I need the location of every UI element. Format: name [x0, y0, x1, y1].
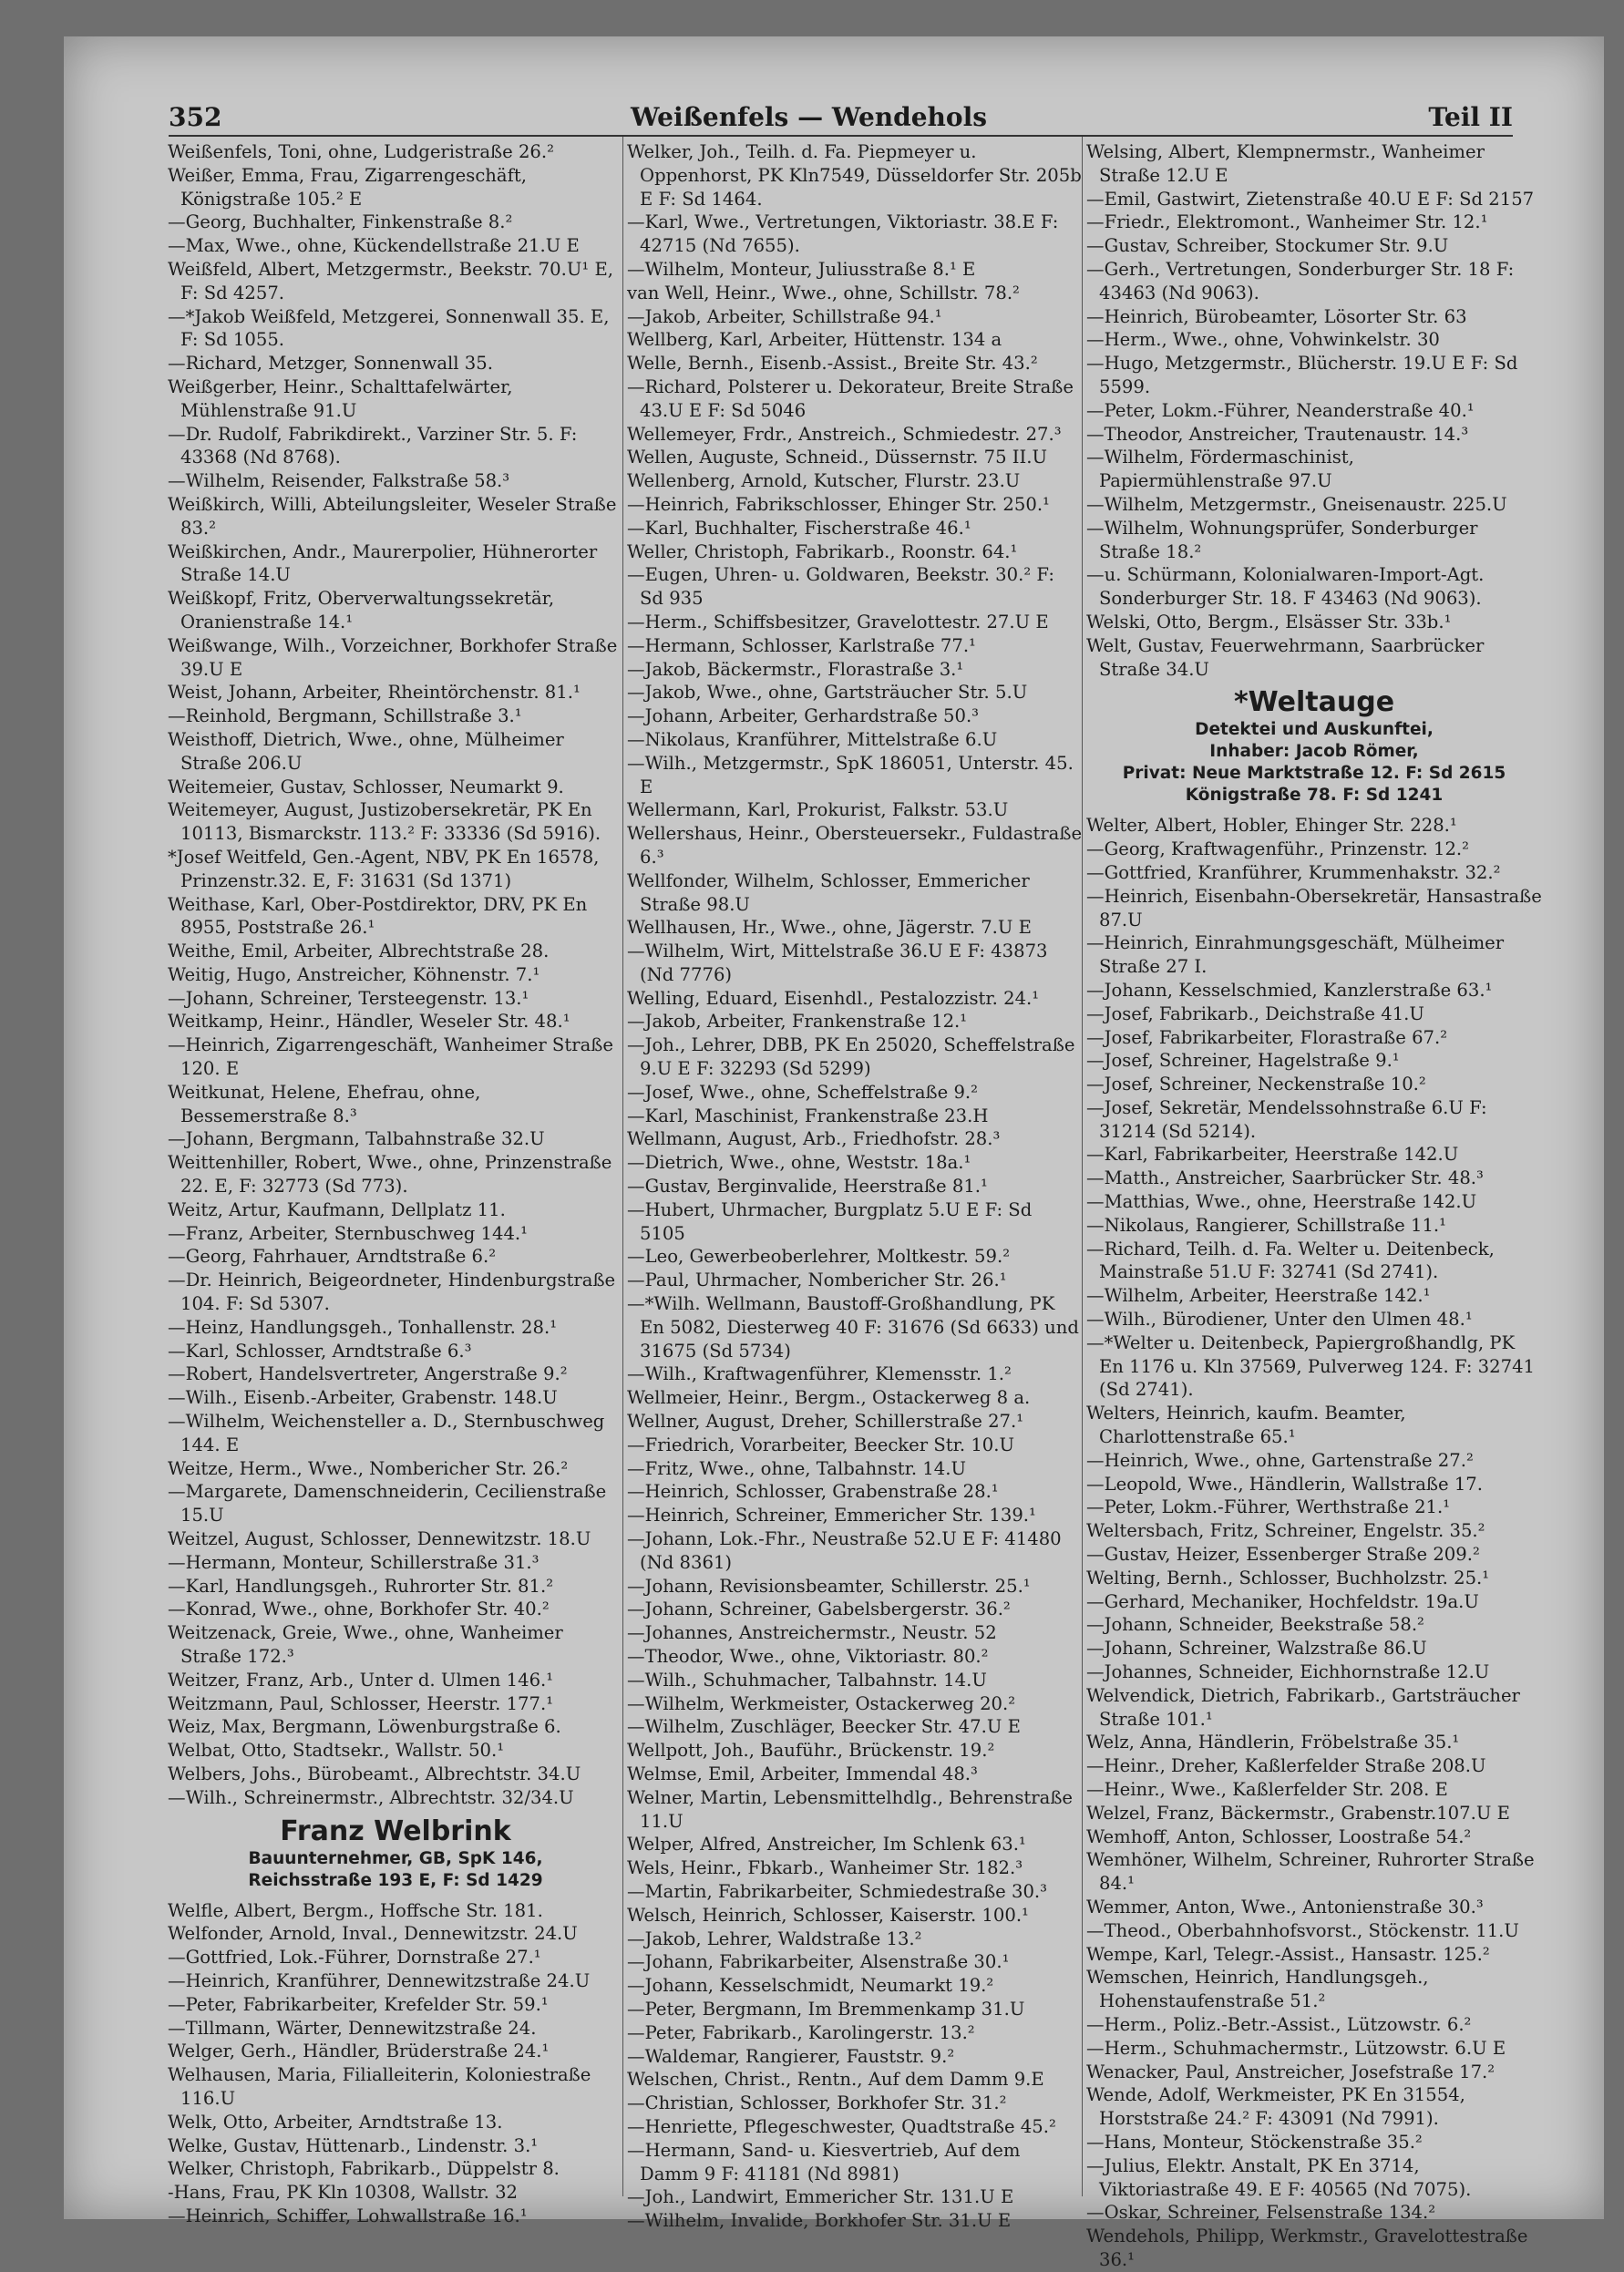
directory-entry: Welschen, Christ., Rentn., Auf dem Damm 9.E — [627, 2069, 1044, 2091]
directory-entry: Welker, Joh., Teilh. d. Fa. Piepmeyer u. Oppenhorst, PK Kln7549, Düsseldorfer Str. 205b E F: Sd 1464. — [627, 141, 1082, 210]
directory-entry: —Peter, Lokm.-Führer, Werthstraße 21.¹ — [1086, 1496, 1451, 1518]
advertisement-line: Inhaber: Jacob Römer, — [1209, 742, 1419, 762]
directory-entry: —Heinr., Dreher, Kaßlerfelder Straße 208.U — [1086, 1755, 1486, 1777]
directory-entry: Welke, Gustav, Hüttenarb., Lindenstr. 3.¹ — [168, 2134, 539, 2156]
directory-entry: Weiz, Max, Bergmann, Löwenburgstraße 6. — [168, 1716, 561, 1738]
directory-entry: —Johann, Schneider, Beekstraße 58.² — [1086, 1614, 1424, 1636]
directory-entry: —Gottfried, Kranführer, Krummenhakstr. 32.² — [1086, 861, 1501, 883]
directory-column-2 — [627, 140, 1083, 2233]
directory-entry: Weißkirch, Willi, Abteilungsleiter, Weseler Straße 83.² — [168, 493, 617, 539]
directory-entry: —Wilhelm, Metzgermstr., Gneisenaustr. 225.U — [1086, 493, 1507, 515]
directory-entry: —Gerh., Vertretungen, Sonderburger Str. 18 F: 43463 (Nd 9063). — [1086, 258, 1515, 303]
directory-entry: Welsing, Albert, Klempnermstr., Wanheimer Straße 12.U E — [1086, 141, 1485, 186]
directory-entry: Welfonder, Arnold, Inval., Dennewitzstr. 24.U — [168, 1923, 578, 1945]
directory-entry: —Karl, Wwe., Vertretungen, Viktoriastr. 38.E F: 42715 (Nd 7655). — [627, 211, 1059, 257]
directory-entry: —Eugen, Uhren- u. Goldwaren, Beekstr. 30.² F: Sd 935 — [627, 564, 1054, 610]
directory-entry: —Tillmann, Wärter, Dennewitzstraße 24. — [168, 2017, 537, 2039]
directory-entry: Welper, Alfred, Anstreicher, Im Schlenk 63.¹ — [627, 1834, 1026, 1856]
directory-entry: Weißfeld, Albert, Metzgermstr., Beekstr. 70.U¹ E, F: Sd 4257. — [168, 258, 613, 303]
page-number: 352 — [169, 102, 222, 132]
directory-entry: —Franz, Arbeiter, Sternbuschweg 144.¹ — [168, 1222, 529, 1244]
directory-entry: Weißwange, Wilh., Vorzeichner, Borkhofer Straße 39.U E — [168, 634, 618, 680]
directory-entry: —Herm., Poliz.-Betr.-Assist., Lützowstr. 6.² — [1086, 2013, 1472, 2035]
directory-entry: Welz, Anna, Händlerin, Fröbelstraße 35.¹ — [1086, 1732, 1460, 1753]
directory-entry: Welle, Bernh., Eisenb.-Assist., Breite Str. 43.² — [627, 353, 1038, 375]
directory-entry: —Josef, Schreiner, Hagelstraße 9.¹ — [1086, 1050, 1400, 1072]
directory-entry: —Johannes, Schneider, Eichhornstraße 12.U — [1086, 1661, 1490, 1683]
directory-entry: Weithase, Karl, Ober-Postdirektor, DRV, PK En 8955, Poststraße 26.¹ — [168, 893, 588, 939]
directory-entry: —u. Schürmann, Kolonialwaren-Import-Agt. Sonderburger Str. 18. F 43463 (Nd 9063). — [1086, 564, 1485, 610]
directory-entry: —Johann, Lok.-Fhr., Neustraße 52.U E F: 41480 (Nd 8361) — [627, 1528, 1062, 1573]
directory-entry: —Karl, Buchhalter, Fischerstraße 46.¹ — [627, 517, 971, 539]
directory-entry: Weitz, Artur, Kaufmann, Dellplatz 11. — [168, 1198, 506, 1220]
directory-entry: —Johann, Schreiner, Tersteegenstr. 13.¹ — [168, 987, 529, 1009]
directory-entry: —Waldemar, Rangierer, Fauststr. 9.² — [627, 2045, 955, 2067]
directory-entry: —Wilhelm, Fördermaschinist, Papiermühlenstraße 97.U — [1086, 447, 1354, 492]
directory-entry: -Hans, Frau, PK Kln 10308, Wallstr. 32 — [168, 2182, 519, 2204]
directory-entry: Welger, Gerh., Händler, Brüderstraße 24.¹ — [168, 2041, 550, 2062]
directory-entry: Weitkamp, Heinr., Händler, Weseler Str. 48.¹ — [168, 1011, 570, 1033]
directory-entry: —Hans, Monteur, Stöckenstraße 35.² — [1086, 2131, 1423, 2153]
directory-entry: Weißkopf, Fritz, Oberverwaltungssekretär, Oranienstraße 14.¹ — [168, 588, 555, 632]
running-title: Weißenfels — Wendehols — [631, 102, 987, 132]
directory-entry: —Oskar, Schreiner, Felsenstraße 134.² — [1086, 2202, 1436, 2224]
directory-entry: —Friedrich, Vorarbeiter, Beecker Str. 10.U — [627, 1434, 1015, 1455]
advertisement-line: Privat: Neue Marktstraße 12. F: Sd 2615 — [1122, 764, 1506, 784]
directory-entry: Wempe, Karl, Telegr.-Assist., Hansastr. 125.² — [1086, 1943, 1490, 1965]
directory-entry: —Josef, Fabrikarbeiter, Florastraße 67.² — [1086, 1026, 1448, 1048]
directory-entry: —Johann, Arbeiter, Gerhardstraße 50.³ — [627, 705, 980, 727]
directory-entry: Wellmann, August, Arb., Friedhofstr. 28.³ — [627, 1128, 1001, 1150]
directory-entry: —Johann, Kesselschmied, Kanzlerstraße 63.¹ — [1086, 979, 1493, 1001]
directory-entry: —Wilhelm, Arbeiter, Heerstraße 142.¹ — [1086, 1285, 1431, 1307]
directory-entry: Weißenfels, Toni, ohne, Ludgeristraße 26.² — [168, 141, 554, 162]
directory-entry: —Wilhelm, Werkmeister, Ostackerweg 20.² — [627, 1692, 1016, 1714]
directory-entry: Wellershaus, Heinr., Obersteuersekr., Fuldastraße 6.³ — [627, 823, 1083, 868]
directory-entry: —Wilh., Bürodiener, Unter den Ulmen 48.¹ — [1086, 1309, 1473, 1331]
directory-entry: Wellenberg, Arnold, Kutscher, Flurstr. 23.U — [627, 470, 1021, 492]
directory-entry: Wellen, Auguste, Schneid., Düssernstr. 75 II.U — [627, 447, 1047, 468]
directory-entry: —Hermann, Schlosser, Karlstraße 77.¹ — [627, 634, 976, 656]
directory-entry: Weittenhiller, Robert, Wwe., ohne, Prinzenstraße 22. E, F: 32773 (Sd 773). — [168, 1152, 612, 1198]
directory-entry: —Heinz, Handlungsgeh., Tonhallenstr. 28.¹ — [168, 1316, 558, 1338]
directory-entry: Wemmer, Anton, Wwe., Antonienstraße 30.³ — [1086, 1896, 1484, 1917]
directory-entry: —Johann, Bergmann, Talbahnstraße 32.U — [168, 1128, 545, 1150]
directory-entry: Welter, Albert, Hobler, Ehinger Str. 228.¹ — [1086, 815, 1457, 837]
directory-entry: —Heinrich, Zigarrengeschäft, Wanheimer Straße 120. E — [168, 1034, 613, 1080]
directory-entry: —Richard, Teilh. d. Fa. Welter u. Deitenbeck, Mainstraße 51.U F: 32741 (Sd 2741). — [1086, 1238, 1495, 1283]
directory-entry: —Leo, Gewerbeoberlehrer, Moltkestr. 59.² — [627, 1246, 1011, 1268]
directory-entry: —Josef, Schreiner, Neckenstraße 10.² — [1086, 1074, 1426, 1095]
page-header — [105, 102, 1513, 139]
directory-entry: —Fritz, Wwe., ohne, Talbahnstr. 14.U — [627, 1457, 966, 1479]
directory-entry: Welmse, Emil, Arbeiter, Immendal 48.³ — [627, 1763, 978, 1784]
advertisement-line: Detektei und Auskunftei, — [1195, 720, 1434, 740]
directory-entry: —Christian, Schlosser, Borkhofer Str. 31.² — [627, 2092, 1007, 2114]
directory-entry: —Peter, Lokm.-Führer, Neanderstraße 40.¹ — [1086, 399, 1475, 421]
directory-entry: Weitemeier, Gustav, Schlosser, Neumarkt 9. — [168, 776, 564, 797]
directory-column-3 — [1086, 140, 1542, 2272]
directory-entry: Weller, Christoph, Fabrikarb., Roonstr. 64.¹ — [627, 540, 1018, 562]
directory-entry: —Herm., Wwe., ohne, Vohwinkelstr. 30 — [1086, 329, 1440, 351]
directory-entry: —Wilh., Schreinermstr., Albrechtstr. 32/34.U — [168, 1786, 574, 1808]
directory-entry: Wellemeyer, Frdr., Anstreich., Schmiedestr. 27.³ — [627, 423, 1062, 445]
directory-entry: —Heinrich, Schreiner, Emmericher Str. 139.¹ — [627, 1505, 1036, 1527]
directory-entry: —Johannes, Anstreichermstr., Neustr. 52 — [627, 1622, 997, 1644]
directory-entry: —Wilhelm, Reisender, Falkstraße 58.³ — [168, 470, 510, 492]
directory-entry: Wellfonder, Wilhelm, Schlosser, Emmericher Straße 98.U — [627, 869, 1030, 915]
directory-entry: —Wilhelm, Weichensteller a. D., Sternbuschweg 144. E — [168, 1411, 605, 1455]
directory-entry: —Matth., Anstreicher, Saarbrücker Str. 48.³ — [1086, 1167, 1484, 1189]
advertisement-block — [1086, 686, 1542, 807]
directory-entry: Wellner, August, Dreher, Schillerstraße 27.¹ — [627, 1411, 1024, 1433]
header-rule — [169, 135, 1513, 137]
directory-entry: —Wilhelm, Invalide, Borkhofer Str. 31.U E — [627, 2210, 1012, 2232]
directory-entry: —Josef, Fabrikarb., Deichstraße 41.U — [1086, 1002, 1424, 1024]
directory-entry: Welt, Gustav, Feuerwehrmann, Saarbrücker Straße 34.U — [1086, 634, 1485, 680]
directory-entry: Weitzer, Franz, Arb., Unter d. Ulmen 146.¹ — [168, 1669, 554, 1691]
directory-entry: —Gustav, Berginvalide, Heerstraße 81.¹ — [627, 1176, 988, 1198]
directory-entry: —Jakob, Arbeiter, Frankenstraße 12.¹ — [627, 1011, 968, 1033]
directory-entry: —Richard, Metzger, Sonnenwall 35. — [168, 353, 493, 375]
directory-entry: —Karl, Maschinist, Frankenstraße 23.H — [627, 1105, 989, 1126]
directory-entry: —Konrad, Wwe., ohne, Borkhofer Str. 40.² — [168, 1599, 550, 1620]
directory-entry: —Theodor, Anstreicher, Trautenaustr. 14.³ — [1086, 423, 1469, 445]
directory-entry: Weltersbach, Fritz, Schreiner, Engelstr. 35.² — [1086, 1520, 1485, 1542]
advertisement-block — [168, 1815, 623, 1892]
directory-entry: —Heinrich, Wwe., ohne, Gartenstraße 27.² — [1086, 1449, 1474, 1471]
directory-entry: Wels, Heinr., Fbkarb., Wanheimer Str. 182.³ — [627, 1857, 1023, 1879]
directory-entry: Welzel, Franz, Bäckermstr., Grabenstr.107.U E — [1086, 1802, 1510, 1824]
directory-entry: Welvendick, Dietrich, Fabrikarb., Gartsträucher Straße 101.¹ — [1086, 1684, 1520, 1730]
directory-entry: *Josef Weitfeld, Gen.-Agent, NBV, PK En 16578, Prinzenstr.32. E, F: 31631 (Sd 1371) — [168, 846, 600, 891]
directory-column-1 — [168, 140, 623, 2228]
directory-entry: Wellermann, Karl, Prokurist, Falkstr. 53.U — [627, 799, 1009, 821]
directory-entry: —*Welter u. Deitenbeck, Papiergroßhandlg, PK En 1176 u. Kln 37569, Pulverweg 124. F: 32741 (Sd 2741). — [1086, 1331, 1536, 1401]
directory-entry: Welk, Otto, Arbeiter, Arndtstraße 13. — [168, 2111, 503, 2133]
directory-entry: Weitkunat, Helene, Ehefrau, ohne, Bessemerstraße 8.³ — [168, 1081, 481, 1126]
directory-entry: —Emil, Gastwirt, Zietenstraße 40.U E F: Sd 2157 — [1086, 188, 1535, 210]
directory-entry: —Dr. Rudolf, Fabrikdirekt., Varziner Str. 5. F: 43368 (Nd 8768). — [168, 423, 578, 468]
directory-entry: —Johann, Fabrikarbeiter, Alsenstraße 30.¹ — [627, 1951, 1010, 1973]
directory-entry: —Paul, Uhrmacher, Nombericher Str. 26.¹ — [627, 1270, 1007, 1291]
directory-entry: —Matthias, Wwe., ohne, Heerstraße 142.U — [1086, 1191, 1477, 1213]
directory-entry: —Josef, Wwe., ohne, Scheffelstraße 9.² — [627, 1081, 979, 1103]
directory-entry: Wellberg, Karl, Arbeiter, Hüttenstr. 134 a — [627, 329, 1002, 351]
directory-entry: —Henriette, Pflegeschwester, Quadtstraße 45.² — [627, 2115, 1056, 2137]
directory-entry: —Martin, Fabrikarbeiter, Schmiedestraße 30.³ — [627, 1880, 1048, 1902]
directory-entry: Welhausen, Maria, Filialleiterin, Koloniestraße 116.U — [168, 2064, 591, 2109]
directory-entry: Weißkirchen, Andr., Maurerpolier, Hühnerorter Straße 14.U — [168, 540, 598, 586]
directory-entry: —Heinrich, Kranführer, Dennewitzstraße 24.U — [168, 1969, 591, 1991]
directory-entry: —Heinrich, Bürobeamter, Lösorter Str. 63 — [1086, 305, 1467, 327]
directory-entry: Wellhausen, Hr., Wwe., ohne, Jägerstr. 7.U E — [627, 917, 1032, 939]
directory-entry: Weitzel, August, Schlosser, Dennewitzstr. 18.U — [168, 1528, 591, 1550]
directory-entry: —Herm., Schuhmachermstr., Lützowstr. 6.U E — [1086, 2037, 1506, 2059]
directory-entry: Wellmeier, Heinr., Bergm., Ostackerweg 8 a. — [627, 1387, 1031, 1409]
directory-entry: —Heinrich, Eisenbahn-Obersekretär, Hansastraße 87.U — [1086, 885, 1542, 930]
directory-entry: Welling, Eduard, Eisenhdl., Pestalozzistr. 24.¹ — [627, 987, 1040, 1009]
directory-entry: —Peter, Fabrikarb., Karolingerstr. 13.² — [627, 2021, 975, 2043]
directory-entry: —Theodor, Wwe., ohne, Viktoriastr. 80.² — [627, 1646, 989, 1667]
directory-entry: Welting, Bernh., Schlosser, Buchholzstr. 25.¹ — [1086, 1567, 1490, 1588]
directory-entry: —Theod., Oberbahnhofsvorst., Stöckenstr. 11.U — [1086, 1919, 1519, 1941]
directory-entry: —Jakob, Lehrer, Waldstraße 13.² — [627, 1928, 922, 1949]
directory-entry: —Hermann, Sand- u. Kiesvertrieb, Auf dem Damm 9 F: 41181 (Nd 8981) — [627, 2139, 1021, 2185]
directory-entry: Weist, Johann, Arbeiter, Rheintörchenstr. 81.¹ — [168, 682, 581, 704]
directory-entry: —Friedr., Elektromont., Wanheimer Str. 12.¹ — [1086, 211, 1488, 233]
directory-entry: —Nikolaus, Rangierer, Schillstraße 11.¹ — [1086, 1214, 1447, 1236]
directory-entry: —Heinrich, Fabrikschlosser, Ehinger Str. 250.¹ — [627, 493, 1050, 515]
directory-entry: —Jakob, Arbeiter, Schillstraße 94.¹ — [627, 305, 942, 327]
directory-entry: —Wilhelm, Wirt, Mittelstraße 36.U E F: 43873 (Nd 7776) — [627, 941, 1048, 985]
directory-entry: —Georg, Buchhalter, Finkenstraße 8.² — [168, 211, 513, 233]
directory-entry: —Leopold, Wwe., Händlerin, Wallstraße 17. — [1086, 1473, 1483, 1495]
directory-entry: —Hermann, Monteur, Schillerstraße 31.³ — [168, 1551, 540, 1573]
directory-entry: Welbers, Johs., Bürobeamt., Albrechtstr. 34.U — [168, 1763, 581, 1784]
directory-entry: Weitig, Hugo, Anstreicher, Köhnenstr. 7.¹ — [168, 963, 540, 985]
directory-entry: Wellpott, Joh., Bauführ., Brückenstr. 19.² — [627, 1740, 995, 1762]
directory-entry: —Hubert, Uhrmacher, Burgplatz 5.U E F: Sd 5105 — [627, 1198, 1033, 1244]
directory-entry: —Dr. Heinrich, Beigeordneter, Hindenburgstraße 104. F: Sd 5307. — [168, 1270, 616, 1315]
directory-entry: —Gottfried, Lok.-Führer, Dornstraße 27.¹ — [168, 1947, 541, 1969]
directory-entry: Weitze, Herm., Wwe., Nombericher Str. 26.² — [168, 1457, 569, 1479]
directory-entry: —Hugo, Metzgermstr., Blücherstr. 19.U E F: Sd 5599. — [1086, 353, 1518, 397]
directory-entry: —Richard, Polsterer u. Dekorateur, Breite Straße 43.U E F: Sd 5046 — [627, 375, 1074, 421]
directory-entry: —Heinrich, Schlosser, Grabenstraße 28.¹ — [627, 1481, 999, 1503]
directory-entry: Welbat, Otto, Stadtsekr., Wallstr. 50.¹ — [168, 1740, 505, 1762]
advertisement-line: Königstraße 78. F: Sd 1241 — [1185, 786, 1444, 806]
directory-entry: —Wilh., Metzgermstr., SpK 186051, Unterstr. 45. E — [627, 752, 1074, 797]
part-label: Teil II — [1428, 102, 1513, 132]
directory-entry: —Johann, Kesselschmidt, Neumarkt 19.² — [627, 1975, 994, 1997]
directory-entry: —Jakob, Bäckermstr., Florastraße 3.¹ — [627, 658, 964, 680]
directory-entry: Welski, Otto, Bergm., Elsässer Str. 33b.¹ — [1086, 611, 1452, 632]
directory-entry: Weißer, Emma, Frau, Zigarrengeschäft, Königstraße 105.² E — [168, 164, 527, 210]
advertisement-name: *Weltauge — [1233, 686, 1395, 719]
directory-entry: —Gustav, Schreiber, Stockumer Str. 9.U — [1086, 235, 1449, 257]
advertisement-name: Franz Welbrink — [280, 1815, 511, 1847]
directory-entry: —Heinrich, Schiffer, Lohwallstraße 16.¹ — [168, 2205, 528, 2226]
directory-entry: Welner, Martin, Lebensmittelhdlg., Behrenstraße 11.U — [627, 1786, 1074, 1832]
directory-entry: —Margarete, Damenschneiderin, Cecilienstraße 15.U — [168, 1481, 607, 1527]
directory-entry: —Robert, Handelsvertreter, Angerstraße 9.² — [168, 1363, 568, 1385]
directory-entry: —Gustav, Heizer, Essenberger Straße 209.² — [1086, 1544, 1480, 1566]
directory-entry: —Max, Wwe., ohne, Kückendellstraße 21.U E — [168, 235, 580, 257]
directory-entry: —Wilhelm, Wohnungsprüfer, Sonderburger Straße 18.² — [1086, 517, 1478, 562]
directory-entry: Wemhoff, Anton, Schlosser, Loostraße 54.² — [1086, 1825, 1472, 1847]
directory-entry: —Reinhold, Bergmann, Schillstraße 3.¹ — [168, 705, 522, 727]
directory-entry: —Georg, Fahrhauer, Arndtstraße 6.² — [168, 1246, 497, 1268]
directory-entry: —Nikolaus, Kranführer, Mittelstraße 6.U — [627, 728, 998, 750]
directory-entry: —Johann, Revisionsbeamter, Schillerstr. 25.¹ — [627, 1575, 1031, 1597]
directory-entry: —Wilh., Kraftwagenführer, Klemensstr. 1.² — [627, 1363, 1012, 1385]
directory-entry: Weitemeyer, August, Justizobersekretär, PK En 10113, Bismarckstr. 113.² F: 33336 (Sd 5916). — [168, 799, 601, 845]
directory-entry: Wemhöner, Wilhelm, Schreiner, Ruhrorter Straße 84.¹ — [1086, 1849, 1535, 1895]
directory-entry: Welsch, Heinrich, Schlosser, Kaiserstr. 100.¹ — [627, 1904, 1029, 1926]
directory-entry: —Johann, Schreiner, Walzstraße 86.U — [1086, 1638, 1427, 1660]
directory-entry: —Johann, Schreiner, Gabelsbergerstr. 36.² — [627, 1599, 1011, 1620]
directory-entry: —Peter, Bergmann, Im Bremmenkamp 31.U — [627, 1998, 1025, 2020]
directory-entry: —Joh., Lehrer, DBB, PK En 25020, Scheffelstraße 9.U E F: 32293 (Sd 5299) — [627, 1034, 1075, 1080]
directory-entry: —Heinr., Wwe., Kaßlerfelder Str. 208. E — [1086, 1779, 1448, 1800]
directory-entry: —Gerhard, Mechaniker, Hochfeldstr. 19a.U — [1086, 1590, 1479, 1612]
directory-entry: —Wilhelm, Zuschläger, Beecker Str. 47.U E — [627, 1716, 1021, 1738]
directory-entry: Weithe, Emil, Arbeiter, Albrechtstraße 28. — [168, 941, 550, 962]
directory-entry: —Heinrich, Einrahmungsgeschäft, Mülheimer Straße 27 I. — [1086, 932, 1505, 978]
directory-entry: —Karl, Handlungsgeh., Ruhrorter Str. 81.² — [168, 1575, 554, 1597]
directory-entry: —Wilhelm, Monteur, Juliusstraße 8.¹ E — [627, 258, 976, 280]
directory-entry: Welters, Heinrich, kaufm. Beamter, Charlottenstraße 65.¹ — [1086, 1403, 1406, 1448]
directory-entry: Welfle, Albert, Bergm., Hoffsche Str. 181. — [168, 1899, 543, 1921]
directory-entry: —Wilh., Schuhmacher, Talbahnstr. 14.U — [627, 1669, 987, 1691]
advertisement-line: Bauunternehmer, GB, SpK 146, — [248, 1848, 543, 1868]
directory-entry: —Herm., Schiffsbesitzer, Gravelottestr. 27.U E — [627, 611, 1049, 632]
directory-entry: —Julius, Elektr. Anstalt, PK En 3714, Viktoriastraße 49. E F: 40565 (Nd 7075). — [1086, 2154, 1472, 2200]
directory-entry: Welker, Christoph, Fabrikarb., Düppelstr 8. — [168, 2158, 560, 2180]
directory-entry: —*Jakob Weißfeld, Metzgerei, Sonnenwall 35. E, F: Sd 1055. — [168, 305, 610, 351]
directory-entry: —*Wilh. Wellmann, Baustoff-Großhandlung, PK En 5082, Diesterweg 40 F: 31676 (Sd 6633) und 31675 (Sd 5734) — [627, 1293, 1079, 1362]
directory-entry: van Well, Heinr., Wwe., ohne, Schillstr. 78.² — [627, 282, 1020, 303]
directory-entry: —Joh., Landwirt, Emmericher Str. 131.U E — [627, 2186, 1014, 2208]
advertisement-line: Reichsstraße 193 E, F: Sd 1429 — [248, 1870, 543, 1890]
directory-entry: —Peter, Fabrikarbeiter, Krefelder Str. 59.¹ — [168, 1993, 549, 2015]
directory-entry: —Wilh., Eisenb.-Arbeiter, Grabenstr. 148.U — [168, 1387, 558, 1409]
directory-entry: Wende, Adolf, Werkmeister, PK En 31554, Horststraße 24.² F: 43091 (Nd 7991). — [1086, 2084, 1465, 2130]
directory-entry: Wendehols, Philipp, Werkmstr., Gravelottestraße 36.¹ — [1086, 2226, 1528, 2270]
directory-entry: —Jakob, Wwe., ohne, Gartsträucher Str. 5.U — [627, 682, 1028, 704]
directory-entry: Weitzmann, Paul, Schlosser, Heerstr. 177.¹ — [168, 1692, 554, 1714]
directory-entry: Weißgerber, Heinr., Schalttafelwärter, Mühlenstraße 91.U — [168, 375, 513, 421]
directory-entry: —Karl, Schlosser, Arndtstraße 6.³ — [168, 1340, 472, 1362]
directory-entry: —Dietrich, Wwe., ohne, Weststr. 18a.¹ — [627, 1152, 971, 1174]
directory-entry: —Josef, Sekretär, Mendelssohnstraße 6.U F: 31214 (Sd 5214). — [1086, 1096, 1487, 1142]
directory-entry: —Karl, Fabrikarbeiter, Heerstraße 142.U — [1086, 1144, 1459, 1166]
directory-entry: Weisthoff, Dietrich, Wwe., ohne, Mülheimer Straße 206.U — [168, 728, 564, 774]
directory-entry: Weitzenack, Greie, Wwe., ohne, Wanheimer Straße 172.³ — [168, 1622, 563, 1667]
directory-entry: —Georg, Kraftwagenführ., Prinzenstr. 12.² — [1086, 838, 1470, 860]
directory-entry: Wemschen, Heinrich, Handlungsgeh., Hohenstaufenstraße 51.² — [1086, 1967, 1429, 2012]
directory-entry: Wenacker, Paul, Anstreicher, Josefstraße 17.² — [1086, 2061, 1496, 2082]
